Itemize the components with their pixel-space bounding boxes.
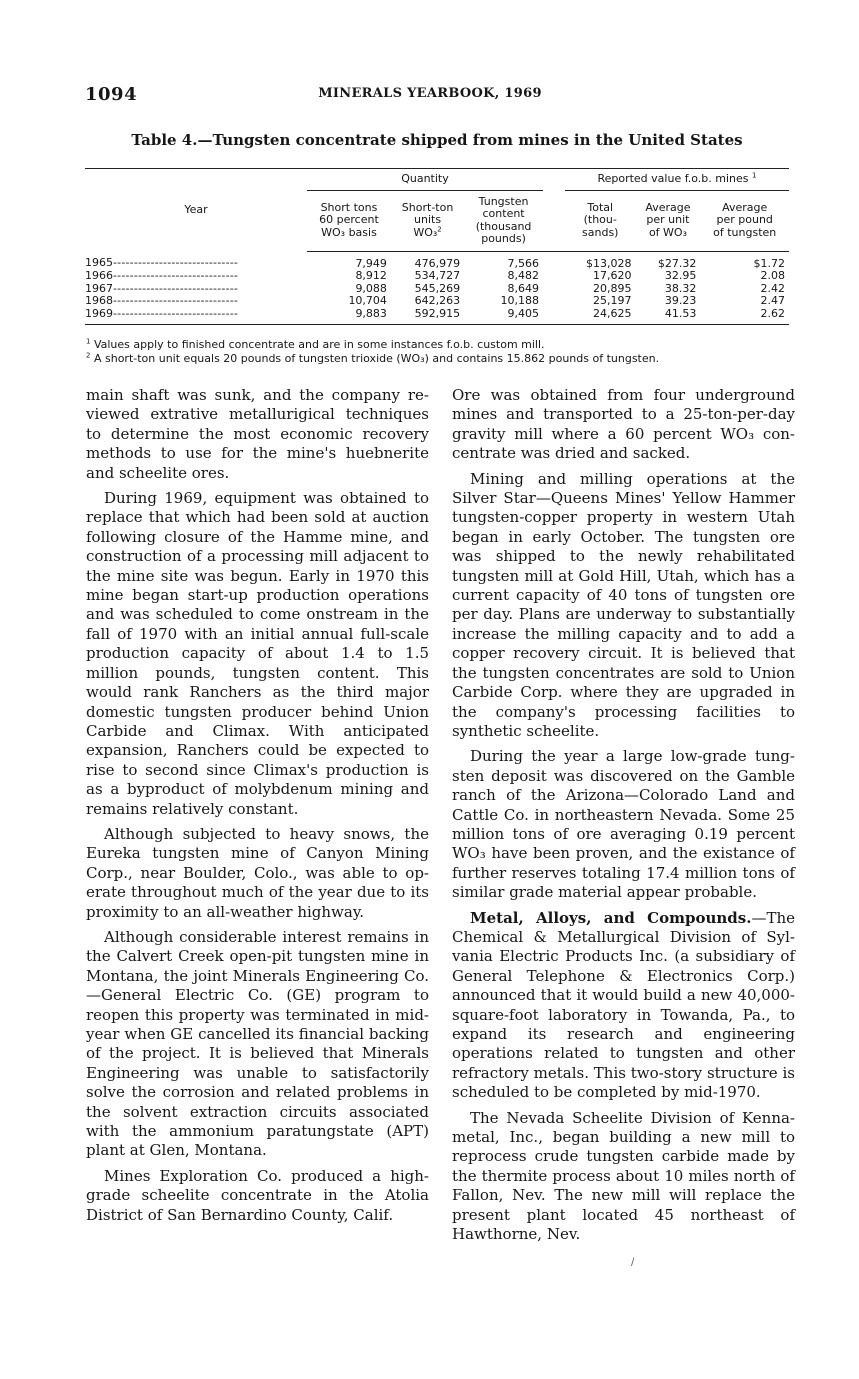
short-tons-header: Short tons 60 percent WO₃ basis (307, 190, 391, 251)
footnote-2: $^2$ A short-ton unit equals 20 pounds of tungsten trioxide (WO₃) and contains 15.862 pounds of tungsten. (86, 351, 660, 365)
paragraph: main shaft was sunk, and the company reviewed extrative metallurigical techniques to determine the most economic recovery methods to use for the mine's huebnerite and scheelite ores. (86, 386, 429, 482)
paragraph: The Nevada Scheelite Division of Kennametal, Inc., began building a new mill to reprocess crude tungsten carbide made by the thermite process about 10 miles north of Fallon, Nev. The new mill will replace the present plant located 45 northeast of Hawthorne, Nev. (452, 1108, 795, 1244)
table-row: 1967------------------------------ 9,088 545,269 8,649 20,895 38.32 2.42 (85, 281, 785, 295)
paragraph: Although subjected to heavy snows, the Eureka tungsten mine of Canyon Mining Corp., near Boulder, Colo., was able to operate throughout much of the year due to its proximity to an all-weather highway. (86, 824, 429, 921)
avg-per-unit-header: Average per unit of WO₃ (636, 190, 701, 251)
paragraph: During the year a large low-grade tungsten deposit was discovered on the Gamble ranch of the Arizona—Colorado Land and Cattle Co. in northeastern Nevada. Some 25 million tons of ore averaging 0.19 percent WO₃ have been proven, and the existance of further reserves totaling 17.4 million tons of similar grade material appear probable. (452, 747, 795, 902)
paragraph: Metal, Alloys, and Compounds.—The Chemical & Metallurgical Division of Sylvania Electric Products Inc. (a subsidiary of General Telephone & Electronics Corp.) announced that it would build a new 40,000-square-foot laboratory in Towanda, Pa., to expand its research and engineering operations related to tungsten and other refractory metals. This two-story structure is scheduled to be completed by mid-1970. (452, 908, 795, 1102)
left-column (86, 386, 429, 1231)
running-head: MINERALS YEARBOOK, 1969 (318, 86, 542, 101)
paragraph: Mining and milling operations at the Silver Star—Queens Mines' Yellow Hammer tungsten-copper property in western Utah began in early October. The tungsten ore was shipped to the newly rehabilitated tungsten mill at Gold Hill, Utah, which has a current capacity of 40 tons of tungsten ore per day. Plans are underway to substantially increase the milling capacity and to add a copper recovery circuit. It is believed that the tungsten concentrates are sold to Union Carbide Corp. where they are upgraded in the company's processing facilities to synthetic scheelite. (452, 469, 795, 740)
table-row: 1969------------------------------ 9,883 592,915 9,405 24,625 41.53 2.62 (85, 308, 789, 325)
footnote-1: $^1$ Values apply to finished concentrate and are in some instances f.o.b. custom mill. (86, 337, 545, 351)
table-row: 1968------------------------------ 10,704 642,263 10,188 25,197 39.23 2.47 (85, 294, 785, 308)
year-header: Year (85, 169, 307, 252)
paragraph: During 1969, equipment was obtained to replace that which had been sold at auction following closure of the Hamme mine, and construction of a processing mill adjacent to the mine site was begun. Early in 1970 this mine began start-up production operations and was scheduled to come onstream in the fall of 1970 with an initial annual full-scale production capacity of about 1.4 to 1.5 million pounds, tungsten content. This would rank Ranchers as the third major domestic tungsten producer behind Union Carbide and Climax. With anticipated expansion, Ranchers could be expected to rise to second since Climax's production is as a byproduct of molybdenum mining and remains relatively constant. (86, 489, 429, 818)
right-column (452, 386, 795, 1250)
avg-per-pound-header: Average per pound of tungsten (700, 190, 789, 251)
paragraph: Mines Exploration Co. produced a high-grade scheelite concentrate in the Atolia District of San Bernardino County, Calif. (86, 1166, 429, 1224)
section-heading: Metal, Alloys, and Compounds. (470, 908, 752, 927)
paragraph: Although considerable interest remains in the Calvert Creek open-pit tungsten mine in Montana, the joint Minerals Engineering Co.—General Electric Co. (GE) program to reopen this property was terminated in mid-year when GE cancelled its financial backing of the project. It is believed that Minerals Engineering was unable to satisfactorily solve the corrosion and related problems in the solvent extraction circuits associated with the ammonium paratungstate (APT) plant at Glen, Montana. (86, 927, 429, 1160)
value-group-header: Reported value f.o.b. mines $^1$ (565, 169, 789, 191)
table-row: 1966------------------------------ 8,912 534,727 8,482 17,620 32.95 2.08 (85, 269, 785, 283)
total-value-header: Total (thou- sands) (565, 190, 636, 251)
quantity-group-header: Quantity (307, 169, 543, 191)
table-footnotes (86, 338, 826, 366)
table-title: Table 4.—Tungsten concentrate shipped from mines in the United States (131, 131, 743, 149)
stray-mark: / (631, 1257, 635, 1268)
table-row: 1965------------------------------ 7,949 476,979 7,566 $13,028 $27.32 $1.72 (85, 256, 785, 270)
page-number: 1094 (85, 84, 138, 105)
tungsten-content-header: Tungsten content (thousand pounds) (464, 190, 543, 251)
short-ton-units-header: Short-ton units WO₃$^2$ (391, 190, 464, 251)
tungsten-table (85, 168, 789, 325)
paragraph: Ore was obtained from four underground mines and transported to a 25-ton-per-day gravity mill where a 60 percent WO₃ concentrate was dried and sacked. (452, 386, 795, 463)
